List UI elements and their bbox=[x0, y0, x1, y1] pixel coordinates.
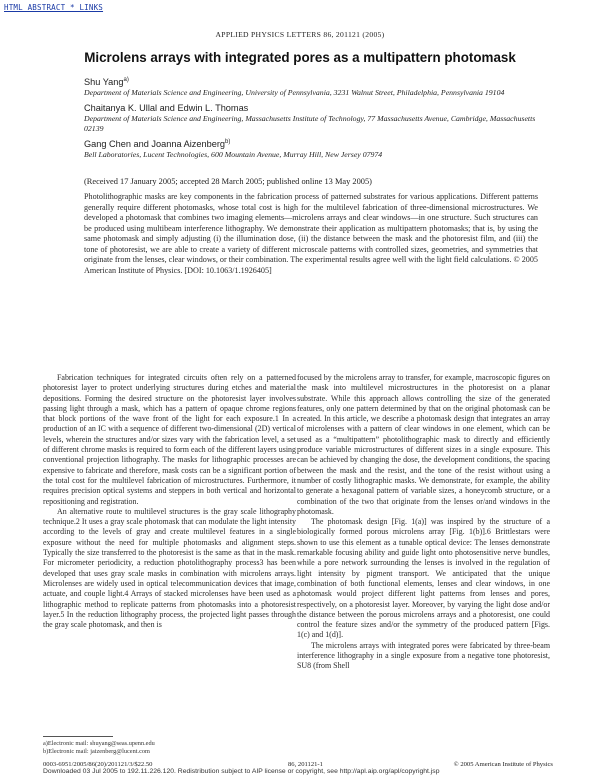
received-dates: (Received 17 January 2005; accepted 28 March 2005; published online 13 May 2005) bbox=[84, 177, 372, 186]
paragraph: focused by the microlens array to transfer, for example, macroscopic figures on the mask into multilevel microstructures in the photoresist on a planar substrate. While this approach allows controlling the size of the generated features, only one pattern determined by that on the original photomask can be created. In this article, we describe a photomask design that integrates an array of microlenses with a pattern of clear windows in one element, which can be used as a “multipattern” photolithographic mask to directly and efficiently produce variable microstructures of different sizes in a single exposure. This can be achieved by changing the dose, the development conditions, the spacing between the mask and the resist, and the tone of the resist without using a number of costly lithographic masks. We demonstrate, for example, the ability to generate a hexagonal pattern of variable sizes, a honeycomb structure, or a combination of the two that originate from the lenses or/and windows in the photomask. bbox=[297, 373, 550, 516]
author-affiliation: Department of Materials Science and Engineering, Massachusetts Institute of Technology, 77 Massachusetts Avenue, Cambridge, Massachusetts 02139 bbox=[84, 114, 536, 134]
body-left-column bbox=[43, 373, 296, 630]
author-affiliation: Bell Laboratories, Lucent Technologies, 600 Mountain Avenue, Murray Hill, New Jersey 07974 bbox=[84, 150, 383, 160]
paragraph: An alternative route to multilevel structures is the gray scale lithography technique.2 It uses a gray scale photomask that can modulate the light intensity according to the levels of gray and create multilevel features in a single exposure without the need for multiple photomasks and alignment steps. Typically the size transferred to the photoresist is the same as that in the mask. For micrometer periodicity, a reduction photolithography process3 has been developed that uses gray scale masks in combination with microlens arrays. Microlenses are widely used in optical telecommunication devices that image, actuate, and couple light.4 Arrays of stacked microlenses have been used as a lithographic method to replicate patterns from photomasks into a photoresist layer.5 In the reduction lithography process, the projected light passes through the gray scale photomask, and then is bbox=[43, 506, 296, 630]
paper-title: Microlens arrays with integrated pores as a multipattern photomask bbox=[84, 50, 516, 65]
top-links[interactable]: HTML ABSTRACT * LINKS bbox=[4, 3, 104, 12]
author-affiliation: Department of Materials Science and Engineering, University of Pennsylvania, 3231 Walnut Street, Philadelphia, Pennsylvania 19104 bbox=[84, 88, 505, 98]
footnote-rule bbox=[43, 736, 113, 737]
page-number: 86, 201121-1 bbox=[288, 761, 323, 768]
journal-header: APPLIED PHYSICS LETTERS 86, 201121 (2005) bbox=[215, 30, 385, 39]
author-names: Gang Chen and Joanna Aizenberg$^{b)}$ bbox=[84, 139, 231, 150]
body-right-column bbox=[297, 373, 550, 672]
author-names: Shu Yang$^{a)}$ bbox=[84, 77, 129, 88]
paragraph: The photomask design [Fig. 1(a)] was inspired by the structure of a biologically formed porous microlens array [Fig. 1(b)].6 Brittlestars were shown to use this element as a tunable optical device: The lenses demonstrate remarkable focusing ability and guide light onto photosensitive nerve bundles, while a pore network surrounding the lenses is involved in the regulation of light intensity by pigment transport. We anticipated that the unique combination of both functional elements, lenses and clear windows, in one photomask would project different light patterns from lenses and pores, respectively, on a photoresist layer. Moreover, by varying the light dose and/or the distance between the porous microlens arrays and a photoresist, one could control the feature sizes and/or the symmetry of the produced pattern [Figs. 1(c) and 1(d)]. bbox=[297, 517, 550, 640]
download-notice: Downloaded 03 Jul 2005 to 192.11.226.120. Redistribution subject to AIP license or copyright, see http://apl.aip.org/apl/copyright.jsp bbox=[43, 768, 440, 775]
footer-copyright: © 2005 American Institute of Physics bbox=[453, 761, 553, 768]
author-block bbox=[84, 72, 554, 160]
author-names: Chaitanya K. Ullal and Edwin L. Thomas bbox=[84, 103, 249, 114]
abstract: Photolithographic masks are key components in the fabrication process of patterned substrates for various applications. Different patterns generally require different photomasks, whose total cost is high for the multilevel fabrication of three-dimensional microstructures. We developed a photomask that combines two imaging elements—microlens arrays and clear windows—in one structure. Such structures can be produced using multibeam interference lithography. We demonstrate their application as multipattern photomasks; that is, by using the same photomask and simply adjusting (i) the illumination dose, (ii) the distance between the mask and the photoresist film, and (iii) the tone of photoresist, we are able to create a variety of different microscale patterns with controlled sizes, geometries, and symmetries that originate from the lenses, clear windows, or their combination. The experimental results agree well with the light field calculations. © 2005 American Institute of Physics. [DOI: 10.1063/1.1926405] bbox=[84, 192, 538, 275]
footnote-email: a)Electronic mail: shuyang@seas.upenn.edu bbox=[43, 740, 155, 747]
footer-code: 0003-6951/2005/86(20)/201121/3/$22.50 bbox=[43, 761, 153, 768]
paragraph: The microlens arrays with integrated pores were fabricated by three-beam interference lithography in a single exposure from a negative tone photoresist, SU8 (from Shell bbox=[297, 640, 550, 671]
footnote-email: b)Electronic mail: jaizenberg@lucent.com bbox=[43, 748, 150, 755]
paragraph: Fabrication techniques for integrated circuits often rely on a patterned photoresist layer to protect underlying structures during etches and material depositions. Forming the desired structure on the photoresist layer involves passing light through a mask, which has a pattern of opaque chrome regions that block portions of the wave front of the light for each exposure.1 In a production of an IC with a sequence of different two-dimensional (2D) vertical levels, wherein the structures and/or sizes vary with the fabrication level, a set of different chrome masks is required to form each of the different layers using conventional projection lithography. The masks for lithographic processes are expensive to fabricate and therefore, mask costs can be a significant portion of the total cost for the multilevel fabrication of microstructures. Furthermore, it requires precision optical systems and steppers in both vertical and horizontal repositioning and registration. bbox=[43, 373, 296, 506]
